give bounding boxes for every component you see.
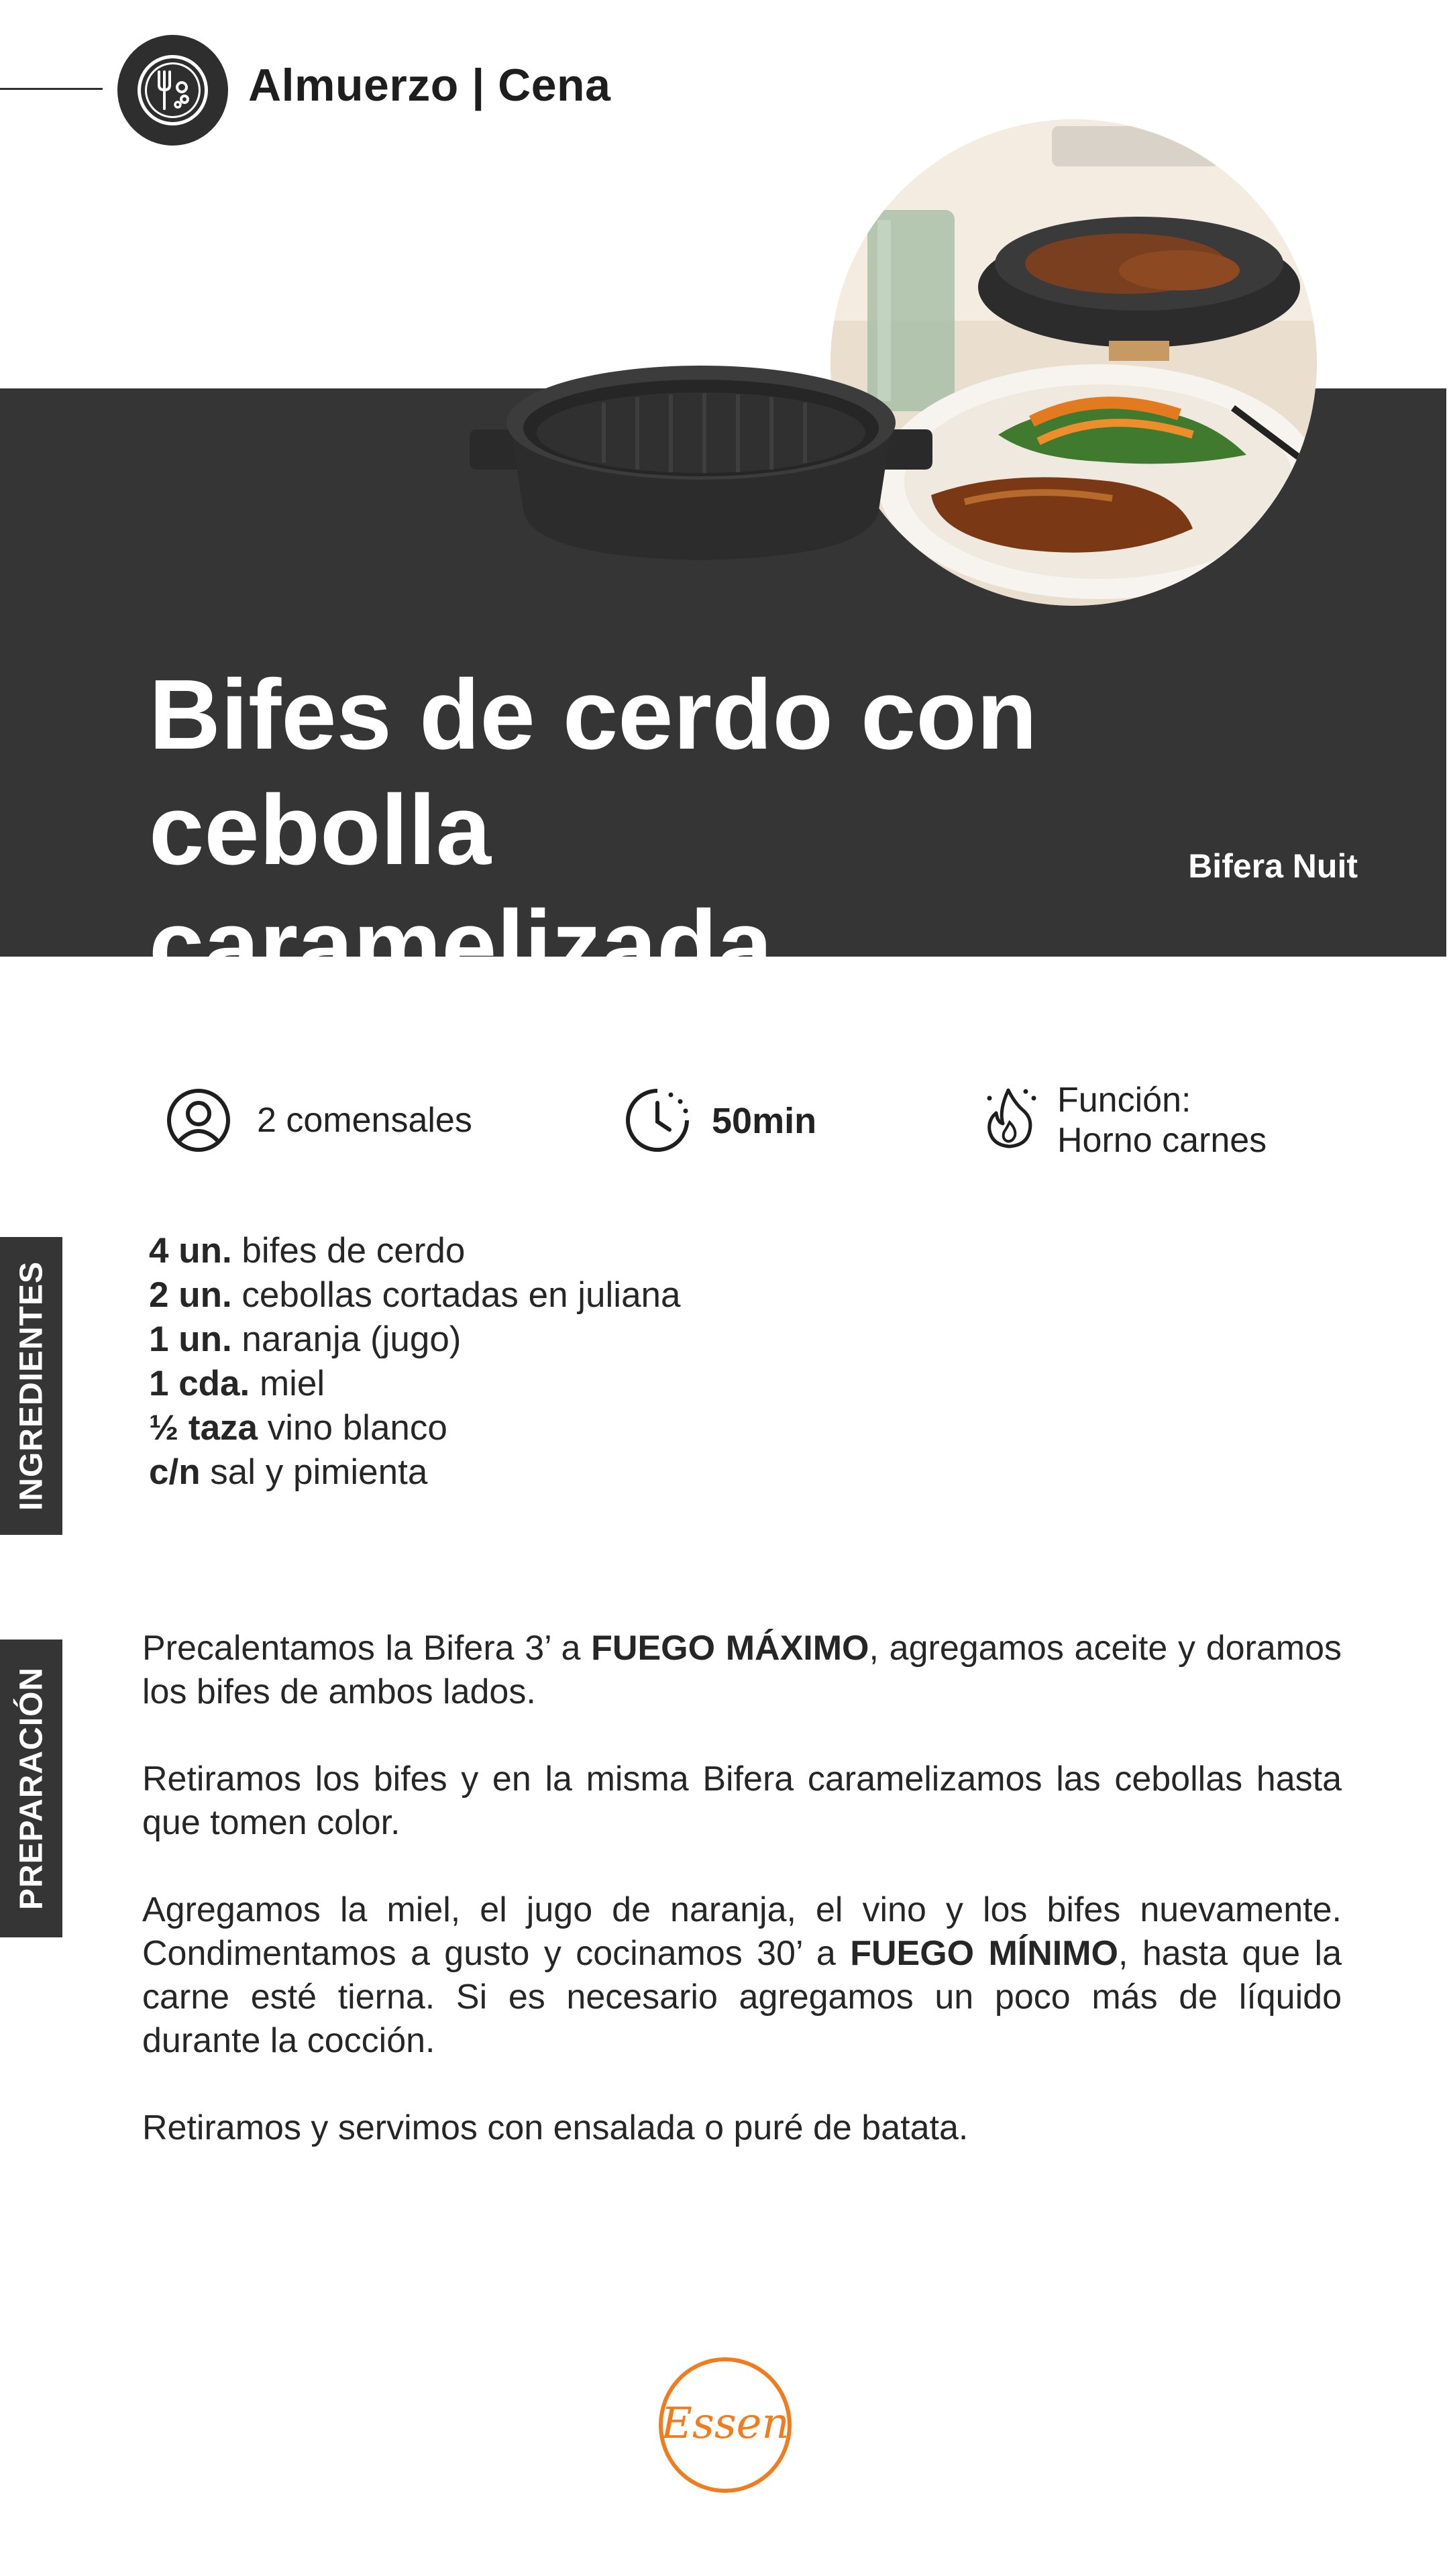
clock-icon: [624, 1087, 691, 1154]
essen-logo: [656, 2356, 794, 2494]
step-1: Precalentamos la Bifera 3’ a FUEGO MÁXIMO, agregamos aceite y doramos los bifes de ambos lados.: [142, 1629, 1342, 1711]
ingredients-tag-label: INGREDIENTES: [13, 1260, 49, 1511]
ingredient-item: 2 un. cebollas cortadas en juliana: [149, 1275, 681, 1315]
recipe-title-line-2: caramelizada: [149, 890, 773, 1001]
ingredient-item: 1 un. naranja (jugo): [149, 1320, 462, 1359]
product-name: Bifera Nuit: [1188, 847, 1358, 885]
preparation-steps: [142, 1627, 1342, 2194]
preparation-tag: [0, 1640, 62, 1937]
category-label: Almuerzo | Cena: [248, 60, 611, 111]
person-icon: [165, 1087, 232, 1154]
ingredients-tag: [0, 1237, 62, 1535]
function-label: Función:: [1057, 1081, 1191, 1120]
recipe-title: [149, 657, 1356, 1004]
header-rule: [0, 88, 103, 90]
step-4: Retiramos y servimos con ensalada o puré de batata.: [142, 2108, 969, 2147]
step-2: Retiramos los bifes y en la misma Bifera caramelizamos las cebollas hasta que tomen color.: [142, 1760, 1342, 1842]
bifera-pan-image: [470, 349, 932, 570]
ingredient-item: c/n sal y pimienta: [149, 1452, 428, 1492]
function-value: Horno carnes: [1057, 1121, 1267, 1160]
servings-text: 2 comensales: [257, 1101, 472, 1140]
recipe-title-line-1: Bifes de cerdo con cebolla: [149, 659, 1038, 885]
time-text: 50min: [712, 1101, 817, 1141]
preparation-tag-label: PREPARACIÓN: [13, 1666, 49, 1911]
plate-food-icon: [117, 35, 228, 146]
ingredient-list: [149, 1229, 681, 1495]
ingredient-item: ½ taza vino blanco: [149, 1408, 447, 1448]
oven-function: [1057, 1080, 1267, 1161]
ingredient-item: 1 cda. miel: [149, 1364, 325, 1403]
svg-text:Essen: Essen: [661, 2399, 790, 2449]
step-3: Agregamos la miel, el jugo de naranja, el vino y los bifes nuevamente. Condimentamos a gusto y cocinamos 30’ a FUEGO MÍNIMO, hasta que la carne esté tierna. Si es necesario agregamos un poco más de líquido durante la cocción.: [142, 1890, 1342, 2060]
ingredient-item: 4 un. bifes de cerdo: [149, 1231, 466, 1271]
flame-icon: [976, 1083, 1043, 1150]
